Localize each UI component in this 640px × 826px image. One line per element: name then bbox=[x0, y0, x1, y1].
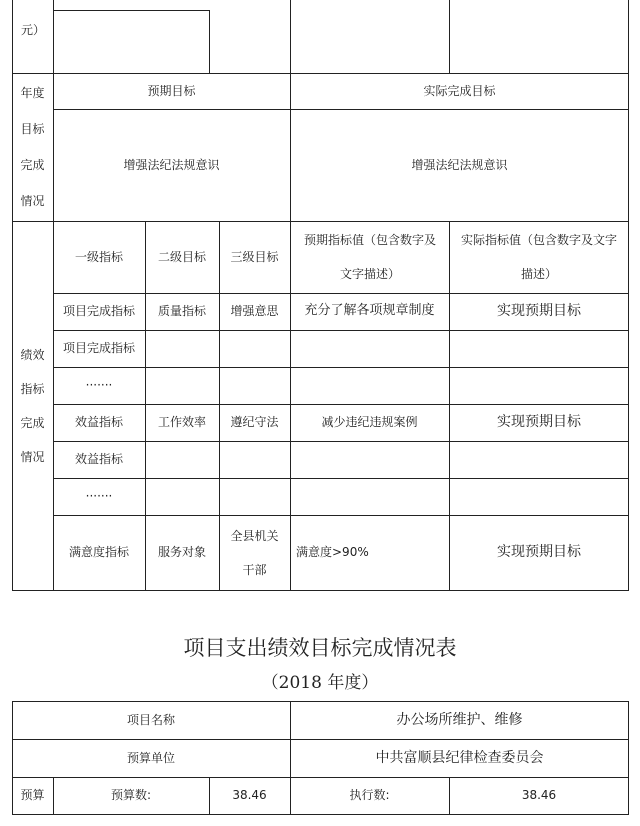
budget-unit-label: 预算单位 bbox=[126, 750, 175, 765]
table-cell: 实现预期目标 bbox=[497, 414, 581, 431]
column-header-expected-value: 预期指标值（包含数字及 文字描述） bbox=[303, 233, 436, 281]
expected-goal-value: 增强法纪法规意识 bbox=[123, 157, 220, 172]
column-header-level2: 二级目标 bbox=[157, 249, 206, 264]
table-cell: 减少违纪违规案例 bbox=[321, 415, 418, 430]
table-cell: 项目完成指标 bbox=[62, 341, 135, 356]
yuan-fragment: 元） bbox=[20, 22, 45, 37]
table-divider bbox=[449, 0, 450, 73]
table-cell: 实现预期目标 bbox=[497, 303, 581, 320]
table-cell: 增强意思 bbox=[230, 304, 279, 319]
table-border bbox=[12, 590, 629, 591]
table-divider bbox=[53, 10, 209, 11]
column-header-level1: 一级指标 bbox=[74, 249, 123, 264]
column-header-level3: 三级目标 bbox=[230, 249, 279, 264]
annual-goal-label: 年度 目标 完成 情况 bbox=[20, 86, 45, 208]
actual-goal-header: 实际完成目标 bbox=[423, 83, 496, 98]
table-cell: 工作效率 bbox=[157, 415, 206, 430]
budget-amount-value: 38.46 bbox=[232, 788, 267, 803]
table-border bbox=[12, 814, 629, 815]
table-cell: 效益指标 bbox=[74, 452, 123, 467]
table-divider bbox=[209, 10, 210, 73]
executed-amount-value: 38.46 bbox=[521, 788, 557, 803]
table-cell: 服务对象 bbox=[157, 545, 206, 560]
table-cell: 实现预期目标 bbox=[497, 544, 581, 561]
project-name-value: 办公场所维护、维修 bbox=[396, 711, 523, 728]
table-cell: 满意度指标 bbox=[68, 545, 129, 560]
column-header-actual-value: 实际指标值（包含数字及文字 描述） bbox=[460, 233, 617, 281]
table-cell: 满意度>90% bbox=[296, 545, 369, 560]
executed-amount-label: 执行数: bbox=[349, 788, 390, 803]
budget-unit-value: 中共富顺县纪律检查委员会 bbox=[375, 749, 544, 766]
project-name-label: 项目名称 bbox=[126, 712, 175, 727]
table-cell: ······· bbox=[85, 378, 113, 393]
table-cell: 质量指标 bbox=[157, 304, 206, 319]
expected-goal-header: 预期目标 bbox=[147, 83, 196, 98]
budget-label: 预算 bbox=[20, 788, 45, 803]
table-cell: 项目完成指标 bbox=[62, 304, 135, 319]
budget-amount-label: 预算数: bbox=[110, 788, 152, 803]
page-subtitle: （2018 年度） bbox=[261, 673, 379, 693]
actual-goal-value: 增强法纪法规意识 bbox=[411, 157, 508, 172]
table-cell: 遵纪守法 bbox=[230, 415, 279, 430]
page-title: 项目支出绩效目标完成情况表 bbox=[183, 636, 457, 660]
performance-indicator-label: 绩效 指标 完成 情况 bbox=[20, 347, 45, 464]
table-cell: ······· bbox=[85, 489, 113, 504]
table-cell: 全县机关 干部 bbox=[230, 528, 279, 577]
table-cell: 充分了解各项规章制度 bbox=[304, 303, 435, 319]
table-cell: 效益指标 bbox=[74, 415, 123, 430]
